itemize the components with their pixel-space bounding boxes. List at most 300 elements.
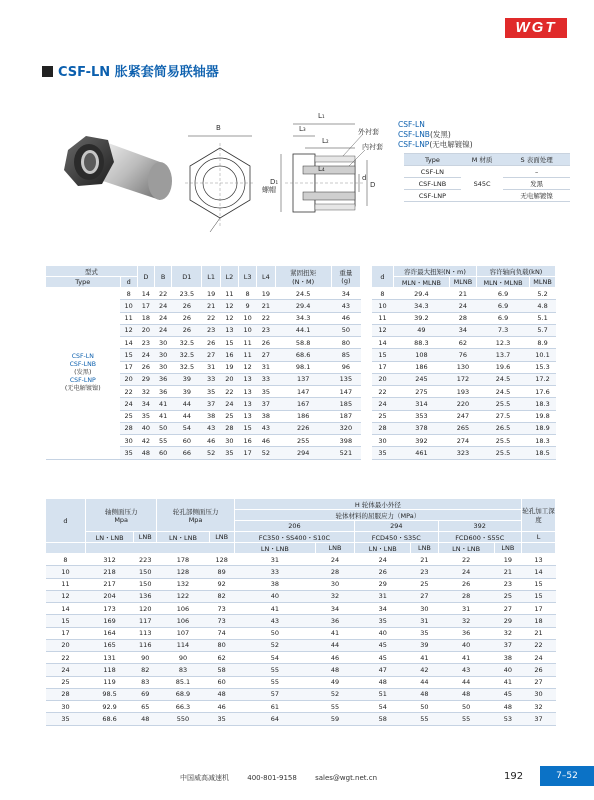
table-cell: 45 (494, 688, 521, 700)
table-cell: 59 (315, 713, 354, 725)
table-cell: 21 (522, 627, 556, 639)
table-cell: 31 (355, 590, 411, 602)
table-cell: 5.1 (530, 312, 556, 324)
table-cell: 117 (134, 615, 157, 627)
table-cell: 60 (209, 676, 234, 688)
table-cell: 48 (209, 688, 234, 700)
table-row (46, 664, 556, 676)
table-row (46, 578, 556, 590)
material-type-item: CSF-LNP(无电解镀镍) (398, 140, 473, 149)
table-cell: 30 (411, 603, 438, 615)
table-cell: 17 (238, 447, 256, 459)
table-cell: 31 (234, 554, 315, 566)
table-row (46, 676, 556, 688)
table-cell: 28 (372, 422, 394, 434)
table-row (46, 554, 556, 566)
table-cell: 58.8 (275, 337, 331, 349)
table-cell: 29.4 (275, 300, 331, 312)
table-cell: 73 (209, 603, 234, 615)
table-cell: 32 (438, 615, 494, 627)
table-cell: 19.8 (530, 410, 556, 422)
table-cell: 108 (394, 349, 450, 361)
table-cell: 55 (315, 701, 354, 713)
table-cell: 398 (331, 435, 360, 447)
table-row (372, 300, 556, 312)
table-cell: 32.5 (172, 361, 202, 373)
table-cell: 12 (220, 312, 238, 324)
table-cell: 35 (120, 447, 137, 459)
table-cell: 38 (494, 652, 521, 664)
table-cell: 13 (238, 410, 256, 422)
table-cell: 185 (331, 398, 360, 410)
footer-email[interactable]: sales@wgt.net.cn (315, 774, 378, 782)
label-outer-sleeve: 外衬套 (358, 128, 379, 136)
table-cell: 12.3 (477, 337, 530, 349)
table-cell: 31 (438, 603, 494, 615)
table-cell: 44 (315, 639, 354, 651)
table-cell: 11 (238, 349, 256, 361)
table-cell: 10 (372, 300, 394, 312)
table-cell: 14 (46, 603, 86, 615)
table-cell: 50 (155, 422, 172, 434)
table-cell: 265 (449, 422, 476, 434)
table-cell: 21 (202, 300, 220, 312)
table-cell: 17 (46, 627, 86, 639)
table-cell: 26.5 (477, 422, 530, 434)
table-cell: 8.9 (530, 337, 556, 349)
table-cell: 41 (438, 652, 494, 664)
table-cell: 52 (202, 447, 220, 459)
table-cell: 43 (234, 615, 315, 627)
table-cell: 37 (257, 398, 275, 410)
table-cell: 46 (331, 312, 360, 324)
table-cell: 27 (522, 676, 556, 688)
table-cell: 15.3 (530, 361, 556, 373)
front-view-drawing (180, 118, 260, 238)
table-cell: 392 (394, 435, 450, 447)
table-cell: 35 (202, 386, 220, 398)
table-cell: 45 (355, 639, 411, 651)
table-cell: 16 (220, 349, 238, 361)
table-cell: 150 (134, 578, 157, 590)
table-cell: 55 (411, 713, 438, 725)
table-cell: 217 (86, 578, 134, 590)
table-cell: 25.5 (477, 435, 530, 447)
table-cell: 26 (172, 324, 202, 336)
table-cell: 35 (411, 627, 438, 639)
table-cell: 106 (157, 615, 209, 627)
table-cell: 33 (234, 566, 315, 578)
table-cell: 34 (137, 398, 154, 410)
table-cell: 83 (157, 664, 209, 676)
table-cell: 294 (275, 447, 331, 459)
table-cell: 55 (234, 676, 315, 688)
table-cell: 10 (238, 312, 256, 324)
table-cell: 5.2 (530, 288, 556, 300)
table-cell: 245 (394, 373, 450, 385)
table-cell: 16 (238, 435, 256, 447)
table-cell: 48 (355, 676, 411, 688)
table-cell: 19 (202, 288, 220, 300)
table-cell: 20 (372, 373, 394, 385)
table-cell: 122 (157, 590, 209, 602)
table-row (372, 422, 556, 434)
table-cell: 52 (234, 639, 315, 651)
table-cell: 15 (220, 337, 238, 349)
table-cell: 186 (394, 361, 450, 373)
table-cell: 21 (449, 288, 476, 300)
table-cell: 62 (209, 652, 234, 664)
table-cell: 204 (86, 590, 134, 602)
table-cell: 44 (411, 676, 438, 688)
table-cell: 41 (315, 627, 354, 639)
table-cell: 320 (331, 422, 360, 434)
table-cell: 39 (172, 373, 202, 385)
table-cell: 20 (120, 373, 137, 385)
table-cell: 24.5 (275, 288, 331, 300)
table-cell: 25 (372, 410, 394, 422)
table-cell: 30 (372, 435, 394, 447)
table-cell: 36 (438, 627, 494, 639)
table-cell: 26 (172, 300, 202, 312)
table-cell: 40 (438, 639, 494, 651)
table-cell: 17.6 (530, 386, 556, 398)
dimension-table: 型式 D B D1 L1 L2 L3 L4 紧固扭矩 (N・M) 重量 (g) Type d CSF-LN CSF-LNB (发黑) CSF-LNP (无电解镀镍) 8 14 22 23.5 19 11 8 19 24.5 34 10 17 24 26 21 12 9 21 29.4 43 11 18 24 26 22 12 10 22 34.3 46 12 20 24 26 23 13 10 23 44.1 50 14 23 30 32.5 26 15 11 26 58.8 80 15 24 30 32.5 27 16 11 27 68.6 85 17 26 30 32.5 31 19 12 31 98.1 96 20 29 36 39 33 20 13 33 137 135 22 32 36 39 35 22 13 35 147 147 24 34 41 44 37 24 13 37 167 185 25 35 41 44 38 25 13 38 186 187 28 40 50 54 43 28 15 43 226 320 30 42 55 60 46 30 16 46 255 398 35 48 60 66 52 35 17 52 294 521 (45, 265, 361, 460)
table-cell: 90 (134, 652, 157, 664)
table-cell: 48 (134, 713, 157, 725)
table-cell: 135 (331, 373, 360, 385)
mat-row: CSF-LNP 无电解镀镍 (404, 190, 570, 202)
table-cell: 90 (157, 652, 209, 664)
table-cell: 68.6 (86, 713, 134, 725)
table-cell: 131 (86, 652, 134, 664)
table-row (46, 566, 556, 578)
table-cell: 60 (172, 435, 202, 447)
table-cell: 247 (449, 410, 476, 422)
table-cell: 51 (355, 688, 411, 700)
label-L4: L₄ (318, 165, 325, 173)
table-cell: 11 (120, 312, 137, 324)
table-cell: 19 (494, 554, 521, 566)
material-type-item: CSF-LN (398, 120, 425, 129)
table-cell: 41 (234, 603, 315, 615)
table-cell: 28 (220, 422, 238, 434)
table-cell: 27 (494, 603, 521, 615)
table-cell: 34.3 (394, 300, 450, 312)
table-cell: 323 (449, 447, 476, 459)
table-cell: 42 (411, 664, 438, 676)
table-cell: 48 (315, 664, 354, 676)
table-cell: 27 (411, 590, 438, 602)
table-cell: 46 (202, 435, 220, 447)
label-L3: L₃ (299, 125, 306, 133)
table-cell: 31 (257, 361, 275, 373)
table-cell: 187 (331, 410, 360, 422)
table-cell: 9 (238, 300, 256, 312)
table-cell: 22 (120, 386, 137, 398)
mat-material-value: S45C (461, 166, 503, 202)
table-cell: 47 (355, 664, 411, 676)
table-cell: 38 (234, 578, 315, 590)
table-cell: 13 (238, 398, 256, 410)
table-cell: 68.6 (275, 349, 331, 361)
table-cell: 82 (134, 664, 157, 676)
table-cell: 45 (355, 652, 411, 664)
table-cell: 40 (234, 590, 315, 602)
table-cell: 10 (46, 566, 86, 578)
table-cell: 24 (438, 566, 494, 578)
table-row (46, 288, 361, 300)
table-cell: 28 (438, 590, 494, 602)
table-cell: 128 (157, 566, 209, 578)
table-cell: 13 (238, 386, 256, 398)
table-cell: 32 (522, 701, 556, 713)
table-cell: 73 (209, 615, 234, 627)
table-cell: 19 (257, 288, 275, 300)
table-cell: 21 (411, 554, 438, 566)
title-marker (42, 66, 53, 77)
table-row (372, 324, 556, 336)
table-cell: 12 (46, 590, 86, 602)
table-row (372, 410, 556, 422)
table-cell: 27.5 (477, 410, 530, 422)
table-cell: 461 (394, 447, 450, 459)
table-row (46, 652, 556, 664)
table-cell: 15 (46, 615, 86, 627)
table-cell: 17.2 (530, 373, 556, 385)
table-row (46, 639, 556, 651)
t3-header-shaft: 轴侧面压力 Mpa (86, 499, 157, 532)
table-cell: 353 (394, 410, 450, 422)
table-cell: 22 (46, 652, 86, 664)
table-cell: 24 (315, 554, 354, 566)
table-row (372, 312, 556, 324)
table-cell: 29 (137, 373, 154, 385)
table-cell: 24 (355, 554, 411, 566)
table-cell: 25.5 (477, 447, 530, 459)
table-row (372, 288, 556, 300)
page-number: 192 (504, 771, 524, 782)
table-cell: 6.9 (477, 288, 530, 300)
table-cell: 118 (86, 664, 134, 676)
table-cell: 165 (86, 639, 134, 651)
table-cell: 26 (355, 566, 411, 578)
table-cell: 43 (202, 422, 220, 434)
label-d: d (362, 174, 367, 182)
table-cell: 22 (372, 386, 394, 398)
table-cell: 40 (137, 422, 154, 434)
table-cell: 40 (355, 627, 411, 639)
table-cell: 23 (257, 324, 275, 336)
table-cell: 53 (494, 713, 521, 725)
table-row (372, 447, 556, 459)
table-cell: 10.1 (530, 349, 556, 361)
table-cell: 30 (120, 435, 137, 447)
table-row (46, 701, 556, 713)
table-cell: 24 (220, 398, 238, 410)
table-cell: 43 (438, 664, 494, 676)
table-cell: 167 (275, 398, 331, 410)
table-cell: 114 (157, 639, 209, 651)
table-cell: 54 (355, 701, 411, 713)
table-cell: 14 (522, 566, 556, 578)
table-cell: 38 (257, 410, 275, 422)
label-L2: L₂ (322, 137, 329, 145)
table-cell: 521 (331, 447, 360, 459)
table-cell: 58 (209, 664, 234, 676)
table-cell: 15 (238, 422, 256, 434)
table-cell: 61 (234, 701, 315, 713)
table-cell: 15 (120, 349, 137, 361)
table-cell: 30 (315, 578, 354, 590)
table-cell: 20 (46, 639, 86, 651)
table-cell: 52 (257, 447, 275, 459)
table-cell: 18.9 (530, 422, 556, 434)
table-cell: 24 (46, 664, 86, 676)
table-cell: 18 (522, 615, 556, 627)
table-cell: 24 (155, 312, 172, 324)
footer-contact (180, 773, 393, 783)
table-cell: 10 (238, 324, 256, 336)
table-cell: 80 (331, 337, 360, 349)
table-cell: 39.2 (394, 312, 450, 324)
table-cell: 23 (137, 337, 154, 349)
table-cell: 25.5 (477, 398, 530, 410)
table-cell: 25 (220, 410, 238, 422)
table-cell: 8 (372, 288, 394, 300)
table-cell: 19.6 (477, 361, 530, 373)
table-row (372, 361, 556, 373)
table-cell: 32 (137, 386, 154, 398)
table-row (372, 435, 556, 447)
table-cell: 58 (355, 713, 411, 725)
table-cell: 169 (86, 615, 134, 627)
table-cell: 54 (172, 422, 202, 434)
table-cell: 49 (315, 676, 354, 688)
table-row (372, 349, 556, 361)
table-cell: 26 (172, 312, 202, 324)
table-cell: 39 (172, 386, 202, 398)
table-cell: 29 (494, 615, 521, 627)
table-cell: 24 (155, 300, 172, 312)
table-cell: 27 (257, 349, 275, 361)
table-cell: 132 (157, 578, 209, 590)
table-cell: 26 (137, 361, 154, 373)
table-cell: 314 (394, 398, 450, 410)
table-cell: 15 (522, 590, 556, 602)
footer-phone: 400-801-9158 (247, 774, 297, 782)
table-cell: 147 (275, 386, 331, 398)
table-cell: 50 (331, 324, 360, 336)
table-cell: 40 (494, 664, 521, 676)
table-cell: 18.3 (530, 398, 556, 410)
type-group-cell: CSF-LN CSF-LNB (发黑) CSF-LNP (无电解镀镍) (46, 288, 121, 460)
table-cell: 274 (449, 435, 476, 447)
table-cell: 36 (315, 615, 354, 627)
table-cell: 52 (315, 688, 354, 700)
table-cell: 22 (220, 386, 238, 398)
mat-header-surface: S 表面处理 (503, 154, 570, 166)
table-cell: 24 (137, 349, 154, 361)
table-cell: 220 (449, 398, 476, 410)
table-cell: 223 (134, 554, 157, 566)
table-cell: 46 (257, 435, 275, 447)
table-cell: 17 (372, 361, 394, 373)
page-title: CSF-LN 胀紧套简易联轴器 (58, 65, 219, 80)
material-table (404, 153, 570, 202)
table-cell: 18 (137, 312, 154, 324)
table-cell: 24 (120, 398, 137, 410)
table-cell: 25 (411, 578, 438, 590)
table-cell: 7.3 (477, 324, 530, 336)
table-cell: 34 (331, 288, 360, 300)
table-cell: 35 (257, 386, 275, 398)
t2-header-load: 容许轴向负载(kN) (477, 266, 556, 277)
table-row (46, 590, 556, 602)
table-cell: 137 (275, 373, 331, 385)
table-cell: 35 (46, 713, 86, 725)
table-cell: 20 (137, 324, 154, 336)
table-cell: 24.5 (477, 373, 530, 385)
mat-header-material: M 材质 (461, 154, 503, 166)
table-cell: 55 (155, 435, 172, 447)
table-cell: 36 (155, 373, 172, 385)
table-cell: 66.3 (157, 701, 209, 713)
table-cell: 32.5 (172, 349, 202, 361)
t3-header-hole: 轮孔部侧面压力 Mpa (157, 499, 234, 532)
table-cell: 147 (331, 386, 360, 398)
table-cell: 255 (275, 435, 331, 447)
label-D: D (370, 181, 376, 189)
table-cell: 8 (238, 288, 256, 300)
table-cell: 48 (494, 701, 521, 713)
table-cell: 36 (155, 386, 172, 398)
table-cell: 28 (46, 688, 86, 700)
table-cell: 33 (202, 373, 220, 385)
table-cell: 12 (238, 361, 256, 373)
table-cell: 15 (372, 349, 394, 361)
table-cell: 12 (220, 300, 238, 312)
table-cell: 98.5 (86, 688, 134, 700)
table-cell: 62 (449, 337, 476, 349)
table-cell: 85 (331, 349, 360, 361)
t2-header-torque: 容许最大扭矩(N・m) (394, 266, 477, 277)
table-cell: 20 (220, 373, 238, 385)
table-cell: 57 (234, 688, 315, 700)
table-cell: 32 (315, 590, 354, 602)
table-cell: 76 (449, 349, 476, 361)
table-cell: 14 (137, 288, 154, 300)
table-cell: 30 (155, 361, 172, 373)
table-cell: 218 (86, 566, 134, 578)
table-cell: 98.1 (275, 361, 331, 373)
table-cell: 92.9 (86, 701, 134, 713)
table-cell: 26 (522, 664, 556, 676)
table-cell: 28 (315, 566, 354, 578)
table-cell: 11 (46, 578, 86, 590)
table-row (46, 713, 556, 725)
pressure-table: d 轴侧面压力 Mpa 轮孔部侧面压力 Mpa H 轮体最小外径 轮孔加工深度 轮体材料的屈服应力（MPa） 206 294 392 LN・LNB LNB LN・LNB LNB FC350・SS400・S10C FCD450・S35C FCD600・S55C L LN・LNB LNB LN・LNB LNB LN・LNB LNB 8 312 223 178 128 31 24 24 21 22 19 13 10 218 150 128 89 33 28 26 23 24 21 14 11 217 150 132 92 38 30 29 25 26 23 15 12 204 136 122 82 40 32 31 27 28 25 15 14 173 120 106 73 41 34 34 30 31 27 17 15 169 117 106 73 43 36 35 31 32 29 18 17 164 113 107 74 50 41 40 35 36 32 21 20 165 116 114 80 52 44 45 39 40 37 22 22 131 90 90 62 54 46 45 41 41 38 24 24 118 82 83 58 55 48 47 42 43 40 26 25 119 83 85.1 60 55 49 48 44 44 41 27 28 98.5 69 68.9 48 57 52 51 48 48 45 30 30 92.9 65 66.3 46 61 55 54 50 50 48 32 35 68.6 48 550 35 64 59 58 55 55 53 37 (45, 498, 556, 726)
table-cell: 14 (120, 337, 137, 349)
label-inner-sleeve: 内衬套 (362, 143, 383, 151)
table-cell: 37 (202, 398, 220, 410)
table-cell: 164 (86, 627, 134, 639)
table-cell: 23.5 (172, 288, 202, 300)
table-cell: 30 (155, 337, 172, 349)
table-cell: 550 (157, 713, 209, 725)
table-cell: 96 (331, 361, 360, 373)
table-cell: 13.7 (477, 349, 530, 361)
